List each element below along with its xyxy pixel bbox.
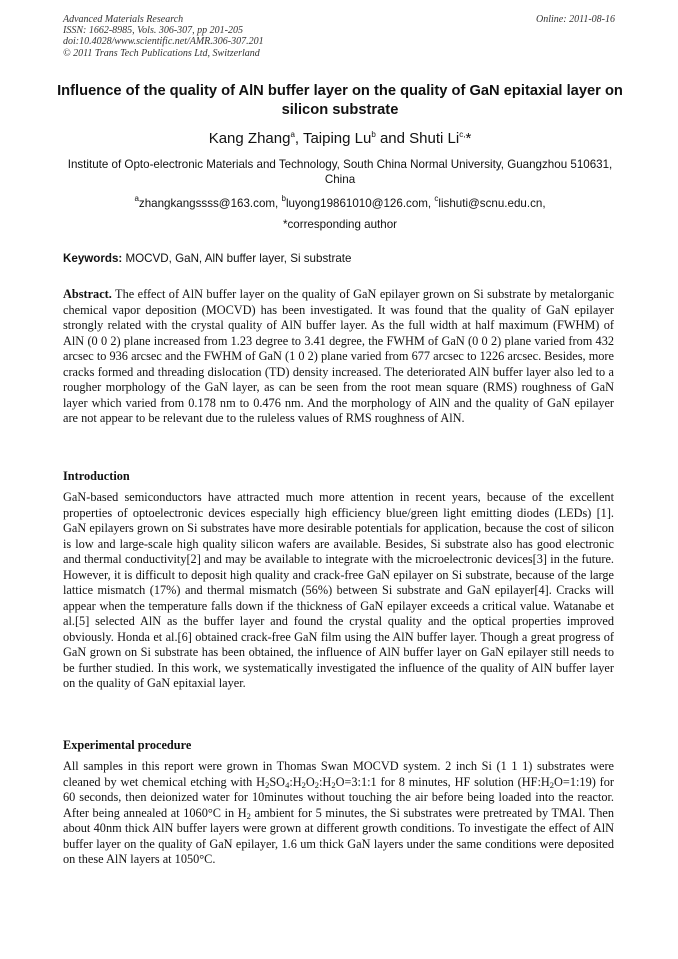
doi-line: doi:10.4028/www.scientific.net/AMR.306-307.201 bbox=[63, 36, 264, 48]
author-name: , Taiping Lu bbox=[294, 130, 372, 147]
author-affil-mark: b bbox=[371, 130, 376, 139]
author-name: and Shuti Li bbox=[375, 130, 460, 147]
email-link[interactable]: luyong19861010@126.com, bbox=[285, 197, 435, 210]
affiliation: Institute of Opto-electronic Materials and Technology, South China Normal University, Guangzhou 510631, China bbox=[67, 158, 613, 186]
subscript: 4 bbox=[285, 779, 290, 790]
experimental-paragraph bbox=[63, 759, 614, 868]
keywords-label: Keywords: bbox=[63, 252, 123, 265]
author-list bbox=[50, 130, 630, 148]
text-run: O=1:19) for 60 seconds, then deionized water for 10minutes without touching the air before being loaded into the reactor. After being annealed at 1060°C in H bbox=[63, 774, 615, 820]
author-affil-mark: c, bbox=[459, 130, 466, 139]
subscript: 2 bbox=[246, 810, 251, 821]
subscript: 2 bbox=[549, 779, 555, 790]
subscript: 2 bbox=[331, 779, 336, 790]
text-run: O bbox=[305, 774, 315, 789]
author-name: Kang Zhang bbox=[208, 130, 291, 147]
subscript: 2 bbox=[301, 779, 306, 790]
journal-header bbox=[63, 14, 619, 59]
keywords bbox=[63, 251, 623, 266]
journal-name: Advanced Materials Research bbox=[63, 14, 184, 25]
issn-line: ISSN: 1662-8985, Vols. 306-307, pp 201-205 bbox=[63, 25, 243, 37]
corresponding-mark: * bbox=[465, 130, 472, 147]
corresponding-author-note: *corresponding author bbox=[282, 218, 398, 231]
introduction-paragraph: GaN-based semiconductors have attracted much more attention in recent years, because of the excellent properties of optoelectronic devices especially high efficiency blue/green light emitting diodes (LEDs) [1]. GaN epilayers grown on Si substrates have more desirable potentials for application, because the cost of silicon is low and large-scale high quality silicon wafers are available. Besides, Si substrate also has good electronic and thermal conductivity[2] and may be available to integrate with the microelectronic devices[3] in the future. However, it is difficult to deposit high quality and crack-free GaN epilayer on Si substrate, because of the large lattice mismatch (17%) and thermal mismatch (56%) between Si substrate and GaN epilayer[4]. Cracks will appear when the temperature falls down if the thickness of GaN epilayer exceeds a critical value. Watanabe et al.[5] selected AlN as the buffer layer and found the crystal quality and the optical properties improved obviously. Honda et al.[6] obtained crack-free GaN film using the AlN buffer layer. Though a great progress of GaN grown on Si substrate has been obtained, the influence of AlN buffer layer on GaN epilayer still needs to be further studied. In this work, we systematically investigated the influence of the quality of AlN buffer layer on the quality of GaN epitaxial layer. bbox=[63, 490, 614, 690]
keywords-text: MOCVD, GaN, AlN buffer layer, Si substrate bbox=[122, 252, 352, 265]
section-heading-experimental: Experimental procedure bbox=[63, 738, 192, 752]
email-link[interactable]: zhangkangssss@163.com, bbox=[138, 197, 282, 210]
text-run: :H bbox=[289, 774, 302, 789]
email-mark: b bbox=[281, 194, 286, 203]
text-run: :H bbox=[319, 774, 332, 789]
paper-title: Influence of the quality of AlN buffer layer on the quality of GaN epitaxial layer on silicon substrate bbox=[57, 83, 623, 118]
email-mark: a bbox=[134, 194, 139, 203]
abstract-text: The effect of AlN buffer layer on the quality of GaN epilayer grown on Si substrate by metalorganic chemical vapor deposition (MOCVD) has been investigated. It was found that the quality of GaN epilayer strongly related with the crystal quality of AlN buffer layer. As the full width at half maximum (FWHM) of AlN (0 0 2) plane increased from 1.23 degree to 3.41 degree, the FWHM of GaN (0 0 2) plane varied from 432 arcsec to 936 arcsec and the FWHM of GaN (1 0 2) plane varied from 677 arcsec to 1226 arcsec. Besides, more cracks formed and threading dislocation (TD) density increased. The deteriorated AlN buffer layer also led to a rougher morphology of the GaN layer, as can be seen from the root mean square (RMS) roughness of GaN layer which varied from 0.178 nm to 0.476 nm. And the morphology of AlN and the quality of GaN epilayer are not appear to be relevant due to the ruleless values of RMS roughness of AlN. bbox=[63, 287, 614, 425]
text-run: ambient for 5 minutes, the Si substrates were pretreated by TMAl. Then about 40nm thick AlN buffer layers were grown at different growth conditions. To investigate the effect of AlN buffer layer on the quality of GaN epilayer, 1.6 um thick GaN layers under the same conditions were deposited on these AlN layers at 1050°C. bbox=[63, 805, 614, 866]
subscript: 2 bbox=[265, 779, 270, 790]
section-heading-introduction: Introduction bbox=[63, 469, 130, 483]
copyright-line: © 2011 Trans Tech Publications Ltd, Switzerland bbox=[63, 47, 260, 59]
subscript: 2 bbox=[314, 779, 320, 790]
text-run: SO bbox=[269, 774, 286, 789]
email-link[interactable]: lishuti@scnu.edu.cn, bbox=[438, 197, 546, 210]
author-affil-mark: a bbox=[290, 130, 295, 139]
abstract-paragraph bbox=[63, 287, 614, 427]
text-run: O=3:1:1 for 8 minutes, HF solution (HF:H bbox=[335, 774, 550, 789]
text-run: All samples in this report were grown in Thomas Swan MOCVD system. 2 inch Si (1 1 1) substrates were cleaned by wet chemical etching with H bbox=[63, 759, 614, 789]
email-mark: c bbox=[434, 194, 439, 203]
abstract-label: Abstract. bbox=[63, 287, 112, 301]
online-date: Online: 2011-08-16 bbox=[536, 14, 615, 25]
author-emails bbox=[40, 196, 640, 211]
